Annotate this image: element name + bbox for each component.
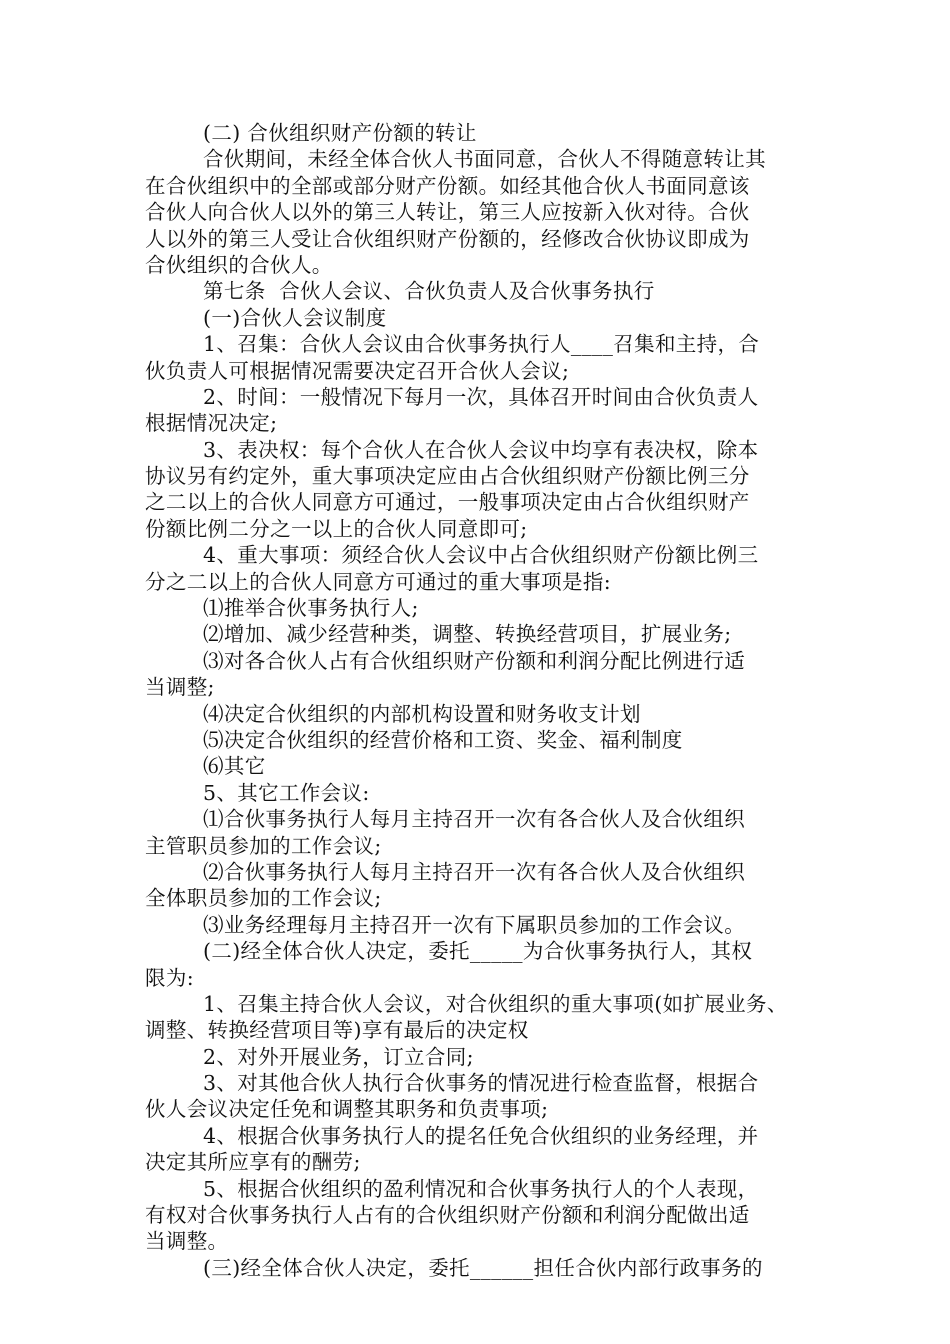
- text-line: 之二以上的合伙人同意方可通过，一般事项决定由占合伙组织财产: [145, 490, 750, 515]
- text-line: 伙负责人可根据情况需要决定召开合伙人会议;: [145, 358, 570, 383]
- text-line: ⑶对各合伙人占有合伙组织财产份额和利润分配比例进行适: [203, 648, 746, 673]
- text-line: 第七条 合伙人会议、合伙负责人及合伙事务执行: [203, 279, 655, 304]
- text-line: 5、根据合伙组织的盈利情况和合伙事务执行人的个人表现，: [203, 1176, 759, 1201]
- text-line: 4、根据合伙事务执行人的提名任免合伙组织的业务经理，并: [203, 1123, 759, 1148]
- text-line: (一)合伙人会议制度: [203, 305, 387, 330]
- text-line: 有权对合伙事务执行人占有的合伙组织财产份额和利润分配做出适: [145, 1203, 750, 1228]
- text-line: 伙人会议决定任免和调整其职务和负责事项;: [145, 1097, 549, 1122]
- text-line: 分之二以上的合伙人同意方可通过的重大事项是指:: [145, 569, 611, 594]
- text-line: ⑴合伙事务执行人每月主持召开一次有各合伙人及合伙组织: [203, 807, 746, 832]
- text-line: 在合伙组织中的全部或部分财产份额。如经其他合伙人书面同意该: [145, 173, 750, 198]
- text-line: 1、召集主持合伙人会议，对合伙组织的重大事项(如扩展业务、: [203, 991, 788, 1016]
- text-line: 2、时间：一般情况下每月一次，具体召开时间由合伙负责人: [203, 384, 759, 409]
- text-line: 1、召集：合伙人会议由合伙事务执行人____召集和主持，合: [203, 332, 760, 357]
- text-line: 合伙期间，未经全体合伙人书面同意，合伙人不得随意转让其: [203, 147, 766, 172]
- text-line: 调整、转换经营项目等)享有最后的决定权: [145, 1018, 529, 1043]
- text-line: 全体职员参加的工作会议;: [145, 886, 382, 911]
- text-line: 合伙人向合伙人以外的第三人转让，第三人应按新入伙对待。合伙: [145, 200, 750, 225]
- document-page: [145, 120, 825, 1281]
- text-line: 5、其它工作会议:: [203, 780, 370, 805]
- text-line: (二)经全体合伙人决定，委托_____为合伙事务执行人，其权: [203, 939, 753, 964]
- text-line: 决定其所应享有的酬劳;: [145, 1150, 361, 1175]
- text-line: 主管职员参加的工作会议;: [145, 833, 382, 858]
- text-line: 2、对外开展业务，订立合同;: [203, 1044, 474, 1069]
- text-line: 协议另有约定外，重大事项决定应由占合伙组织财产份额比例三分: [145, 464, 750, 489]
- document-body: [145, 120, 825, 1281]
- text-line: 人以外的第三人受让合伙组织财产份额的，经修改合伙协议即成为: [145, 226, 750, 251]
- text-line: 份额比例二分之一以上的合伙人同意即可;: [145, 516, 528, 541]
- text-line: 限为:: [145, 965, 194, 990]
- text-line: 3、表决权：每个合伙人在合伙人会议中均享有表决权，除本: [203, 437, 759, 462]
- text-line: (二) 合伙组织财产份额的转让: [203, 121, 477, 145]
- text-line: ⑵增加、减少经营种类，调整、转换经营项目，扩展业务;: [203, 622, 732, 647]
- text-line: ⑵合伙事务执行人每月主持召开一次有各合伙人及合伙组织: [203, 859, 746, 884]
- text-line: ⑹其它: [203, 754, 266, 779]
- text-line: 3、对其他合伙人执行合伙事务的情况进行检查监督，根据合: [203, 1071, 759, 1096]
- text-line: 当调整。: [145, 1229, 229, 1254]
- text-line: 4、重大事项：须经合伙人会议中占合伙组织财产份额比例三: [203, 543, 759, 568]
- text-line: ⑶业务经理每月主持召开一次有下属职员参加的工作会议。: [203, 912, 746, 937]
- text-line: 合伙组织的合伙人。: [145, 252, 333, 277]
- text-line: 根据情况决定;: [145, 411, 278, 436]
- text-line: (三)经全体合伙人决定，委托______担任合伙内部行政事务的: [203, 1255, 763, 1280]
- text-line: 当调整;: [145, 675, 215, 700]
- text-line: ⑸决定合伙组织的经营价格和工资、奖金、福利制度: [203, 727, 683, 752]
- text-line: ⑴推举合伙事务执行人;: [203, 596, 419, 621]
- text-line: ⑷决定合伙组织的内部机构设置和财务收支计划: [203, 701, 641, 726]
